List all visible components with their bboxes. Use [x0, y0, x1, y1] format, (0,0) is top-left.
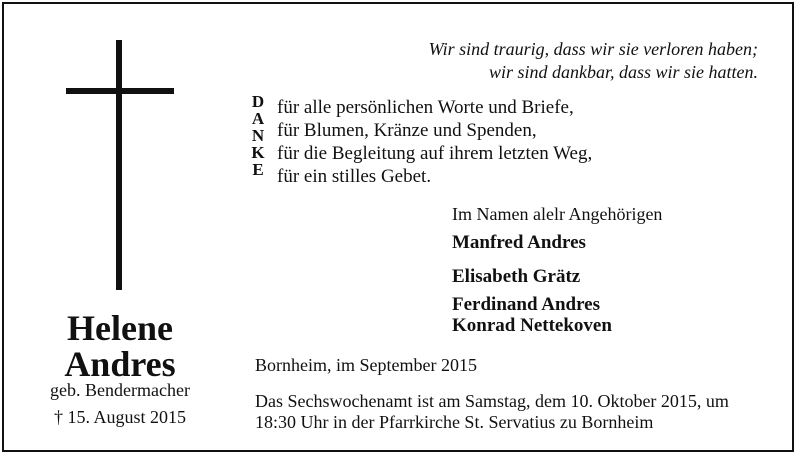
danke-letter: D — [251, 92, 265, 111]
deceased-first-name: Helene — [67, 308, 173, 348]
thanks-list — [277, 96, 592, 188]
thanks-line: für alle persönlichen Worte und Briefe, — [277, 97, 574, 118]
thanks-line: für die Begleitung auf ihrem letzten Weg, — [277, 143, 593, 164]
danke-letter: A — [251, 109, 265, 128]
place-date: Bornheim, im September 2015 — [255, 355, 477, 375]
quote — [429, 38, 758, 84]
maiden-name: geb. Bendermacher — [50, 380, 190, 400]
thanks-line: für ein stilles Gebet. — [277, 166, 432, 187]
behalf-text: Im Namen alelr Angehörigen — [452, 204, 663, 224]
signer-name: Manfred Andres — [452, 232, 586, 253]
thanks-line: für Blumen, Kränze und Spenden, — [277, 120, 537, 141]
deceased-last-name: Andres — [64, 344, 176, 384]
cross-icon-horizontal — [66, 88, 174, 94]
mass-info-line-1: Das Sechswochenamt ist am Samstag, dem 10. Oktober 2015, um — [255, 391, 729, 411]
signer-name: Ferdinand Andres — [452, 294, 600, 315]
danke-letter: K — [251, 143, 265, 162]
quote-line-1: Wir sind traurig, dass wir sie verloren haben; — [428, 39, 758, 59]
danke-vertical-word — [250, 93, 266, 178]
mass-info — [255, 391, 729, 433]
signer-name: Elisabeth Grätz — [452, 266, 581, 287]
cross-icon-vertical — [116, 40, 122, 290]
death-date: † 15. August 2015 — [53, 407, 186, 427]
danke-letter: E — [252, 160, 264, 179]
signer-name: Konrad Nettekoven — [452, 315, 612, 336]
mass-info-line-2: 18:30 Uhr in der Pfarrkirche St. Servatius zu Bornheim — [255, 412, 654, 432]
quote-line-2: wir sind dankbar, dass wir sie hatten. — [488, 62, 758, 82]
danke-letter: N — [251, 126, 265, 145]
